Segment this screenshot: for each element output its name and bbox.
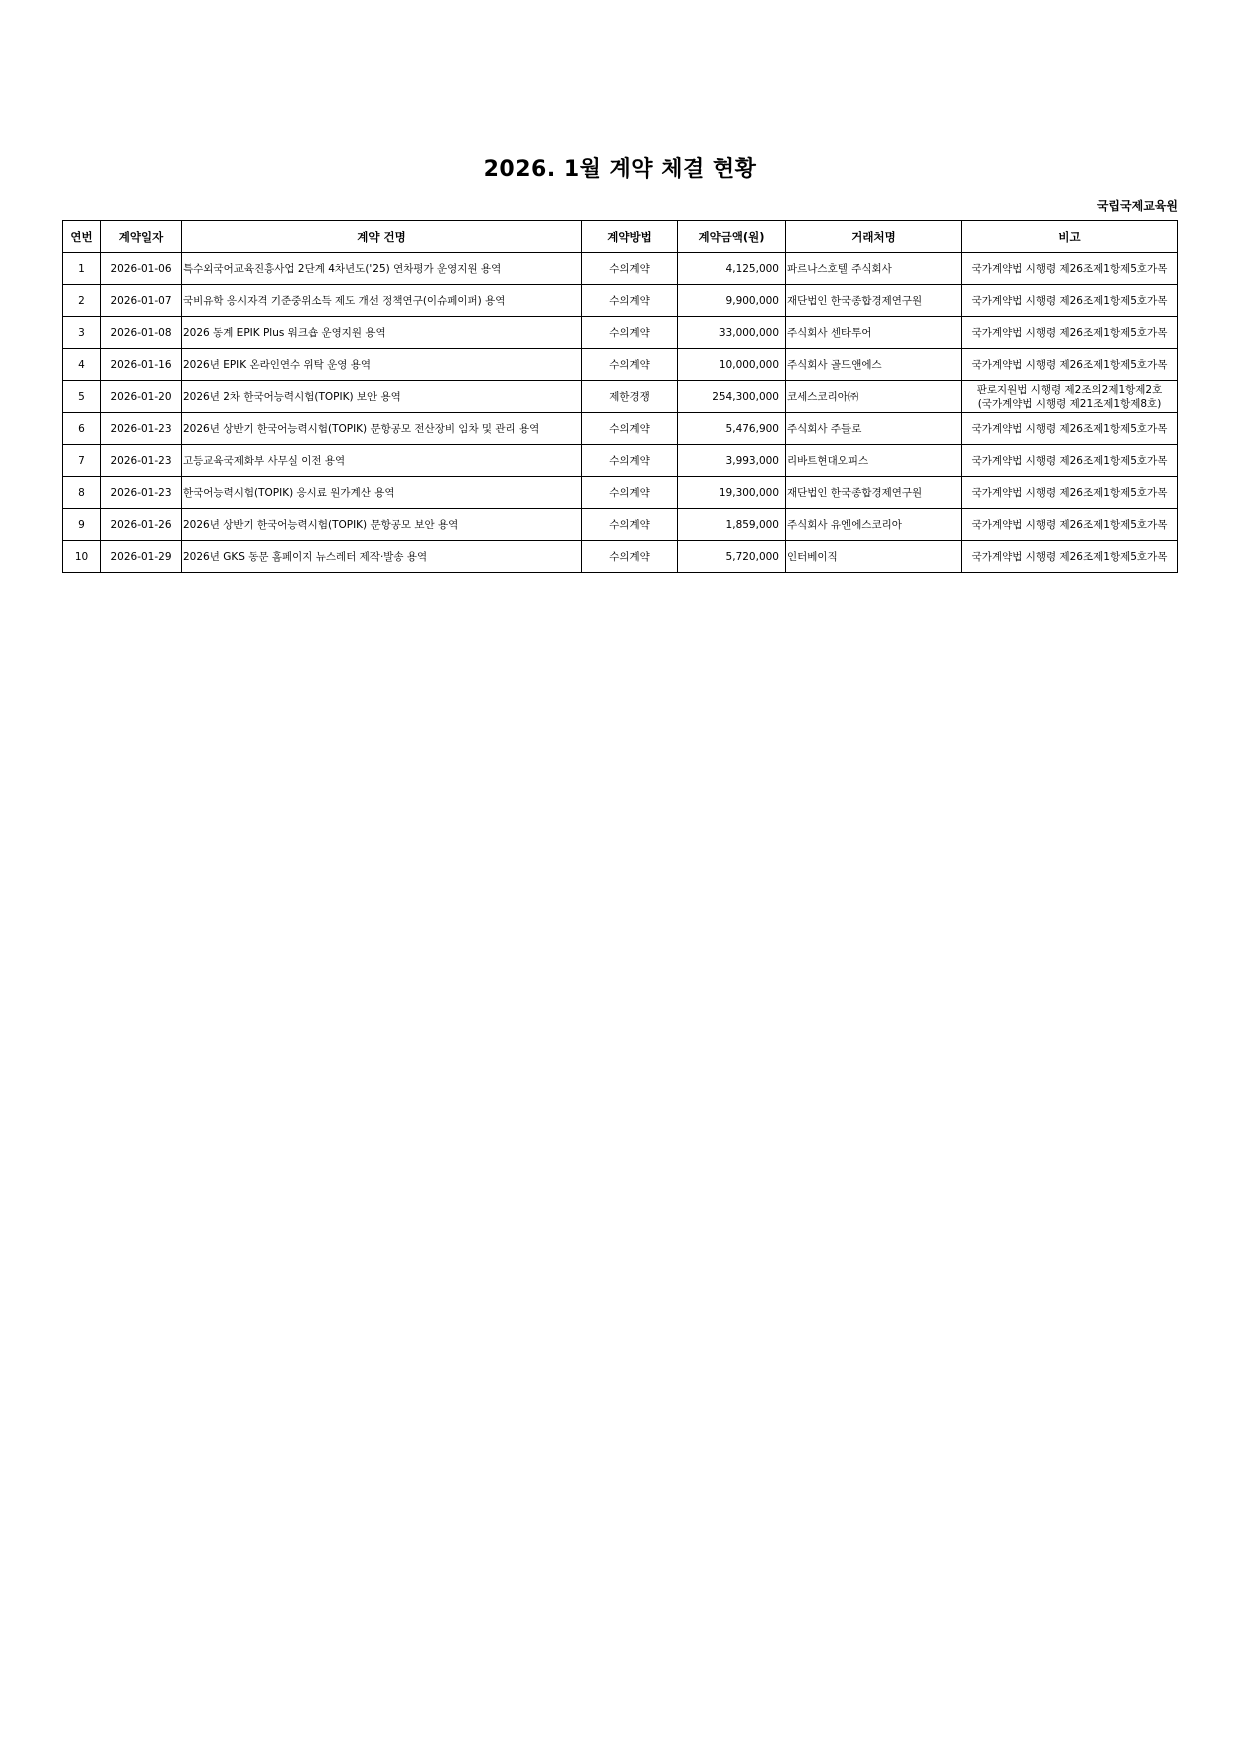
- cell-date: 2026-01-29: [101, 541, 182, 573]
- cell-no: 8: [63, 477, 101, 509]
- cell-vendor: 리바트현대오피스: [786, 445, 962, 477]
- cell-note: [962, 413, 1178, 445]
- cell-date: 2026-01-16: [101, 349, 182, 381]
- cell-method: 수의계약: [582, 285, 678, 317]
- cell-note-line: 국가계약법 시행령 제26조제1항제5호가목: [971, 262, 1168, 275]
- cell-contract-name: 2026년 상반기 한국어능력시험(TOPIK) 문항공모 보안 용역: [182, 509, 582, 541]
- cell-no: 4: [63, 349, 101, 381]
- header-date: 계약일자: [101, 221, 182, 253]
- cell-method: 수의계약: [582, 509, 678, 541]
- cell-vendor: 재단법인 한국종합경제연구원: [786, 477, 962, 509]
- cell-date: 2026-01-07: [101, 285, 182, 317]
- cell-no: 3: [63, 317, 101, 349]
- cell-amount: 19,300,000: [678, 477, 786, 509]
- cell-note-line: 국가계약법 시행령 제26조제1항제5호가목: [971, 454, 1168, 467]
- cell-date: 2026-01-26: [101, 509, 182, 541]
- cell-contract-name: 2026 동계 EPIK Plus 워크숍 운영지원 용역: [182, 317, 582, 349]
- cell-date: 2026-01-23: [101, 445, 182, 477]
- header-amount: 계약금액(원): [678, 221, 786, 253]
- cell-date: 2026-01-06: [101, 253, 182, 285]
- contract-table: [62, 220, 1178, 573]
- cell-method: 제한경쟁: [582, 381, 678, 413]
- cell-note: [962, 445, 1178, 477]
- cell-amount: 4,125,000: [678, 253, 786, 285]
- cell-vendor: 코세스코리아㈜: [786, 381, 962, 413]
- cell-no: 9: [63, 509, 101, 541]
- table-row: [63, 253, 1178, 285]
- table-row: [63, 349, 1178, 381]
- page-title: 2026. 1월 계약 체결 현황: [483, 157, 757, 182]
- cell-date: 2026-01-23: [101, 413, 182, 445]
- cell-note: [962, 317, 1178, 349]
- cell-method: 수의계약: [582, 541, 678, 573]
- cell-method: 수의계약: [582, 253, 678, 285]
- cell-note: [962, 285, 1178, 317]
- cell-note-line: 국가계약법 시행령 제26조제1항제5호가목: [971, 326, 1168, 339]
- cell-amount: 1,859,000: [678, 509, 786, 541]
- cell-no: 6: [63, 413, 101, 445]
- cell-note: [962, 509, 1178, 541]
- cell-note-line: 판로지원법 시행령 제2조의2제1항제2호: [976, 383, 1163, 396]
- cell-amount: 33,000,000: [678, 317, 786, 349]
- cell-contract-name: 국비유학 응시자격 기준중위소득 제도 개선 정책연구(이슈페이퍼) 용역: [182, 285, 582, 317]
- header-method: 계약방법: [582, 221, 678, 253]
- table-header-row: [63, 221, 1178, 253]
- header-contract-name: 계약 건명: [182, 221, 582, 253]
- table-row: [63, 381, 1178, 413]
- cell-amount: 10,000,000: [678, 349, 786, 381]
- cell-amount: 3,993,000: [678, 445, 786, 477]
- cell-contract-name: 2026년 EPIK 온라인연수 위탁 운영 용역: [182, 349, 582, 381]
- table-row: [63, 541, 1178, 573]
- cell-vendor: 주식회사 주들로: [786, 413, 962, 445]
- cell-amount: 5,476,900: [678, 413, 786, 445]
- cell-contract-name: 2026년 GKS 동문 홈페이지 뉴스레터 제작·발송 용역: [182, 541, 582, 573]
- cell-note-line-2: (국가계약법 시행령 제21조제1항제8호): [977, 397, 1162, 410]
- table-row: [63, 509, 1178, 541]
- cell-note-line: 국가계약법 시행령 제26조제1항제5호가목: [971, 550, 1168, 563]
- header-note: 비고: [962, 221, 1178, 253]
- table-row: [63, 477, 1178, 509]
- cell-no: 1: [63, 253, 101, 285]
- cell-method: 수의계약: [582, 445, 678, 477]
- cell-amount: 254,300,000: [678, 381, 786, 413]
- cell-contract-name: 2026년 2차 한국어능력시험(TOPIK) 보안 용역: [182, 381, 582, 413]
- cell-vendor: 주식회사 유엔에스코리아: [786, 509, 962, 541]
- cell-vendor: 재단법인 한국종합경제연구원: [786, 285, 962, 317]
- cell-method: 수의계약: [582, 413, 678, 445]
- cell-note-line: 국가계약법 시행령 제26조제1항제5호가목: [971, 486, 1168, 499]
- organization-name: 국립국제교육원: [1096, 199, 1178, 213]
- header-vendor: 거래처명: [786, 221, 962, 253]
- cell-method: 수의계약: [582, 477, 678, 509]
- cell-method: 수의계약: [582, 349, 678, 381]
- cell-note: [962, 253, 1178, 285]
- cell-date: 2026-01-20: [101, 381, 182, 413]
- table-row: [63, 285, 1178, 317]
- cell-note: [962, 477, 1178, 509]
- cell-contract-name: 고등교육국제화부 사무실 이전 용역: [182, 445, 582, 477]
- cell-amount: 9,900,000: [678, 285, 786, 317]
- cell-vendor: 주식회사 골드앤에스: [786, 349, 962, 381]
- header-no: 연번: [63, 221, 101, 253]
- cell-note-line: 국가계약법 시행령 제26조제1항제5호가목: [971, 518, 1168, 531]
- cell-vendor: 인터베이직: [786, 541, 962, 573]
- cell-note-line: 국가계약법 시행령 제26조제1항제5호가목: [971, 294, 1168, 307]
- cell-contract-name: 특수외국어교육진흥사업 2단계 4차년도('25) 연차평가 운영지원 용역: [182, 253, 582, 285]
- cell-no: 7: [63, 445, 101, 477]
- cell-note-line: 국가계약법 시행령 제26조제1항제5호가목: [971, 422, 1168, 435]
- cell-amount: 5,720,000: [678, 541, 786, 573]
- table-row: [63, 317, 1178, 349]
- cell-no: 5: [63, 381, 101, 413]
- cell-vendor: 주식회사 센타투어: [786, 317, 962, 349]
- table-row: [63, 413, 1178, 445]
- cell-method: 수의계약: [582, 317, 678, 349]
- cell-note: [962, 349, 1178, 381]
- cell-contract-name: 한국어능력시험(TOPIK) 응시료 원가계산 용역: [182, 477, 582, 509]
- cell-note-line: 국가계약법 시행령 제26조제1항제5호가목: [971, 358, 1168, 371]
- cell-note: [962, 541, 1178, 573]
- cell-no: 2: [63, 285, 101, 317]
- cell-date: 2026-01-23: [101, 477, 182, 509]
- cell-no: 10: [63, 541, 101, 573]
- table-row: [63, 445, 1178, 477]
- cell-note: [962, 381, 1178, 413]
- cell-contract-name: 2026년 상반기 한국어능력시험(TOPIK) 문항공모 전산장비 임차 및 관리 용역: [182, 413, 582, 445]
- cell-date: 2026-01-08: [101, 317, 182, 349]
- cell-vendor: 파르나스호텔 주식회사: [786, 253, 962, 285]
